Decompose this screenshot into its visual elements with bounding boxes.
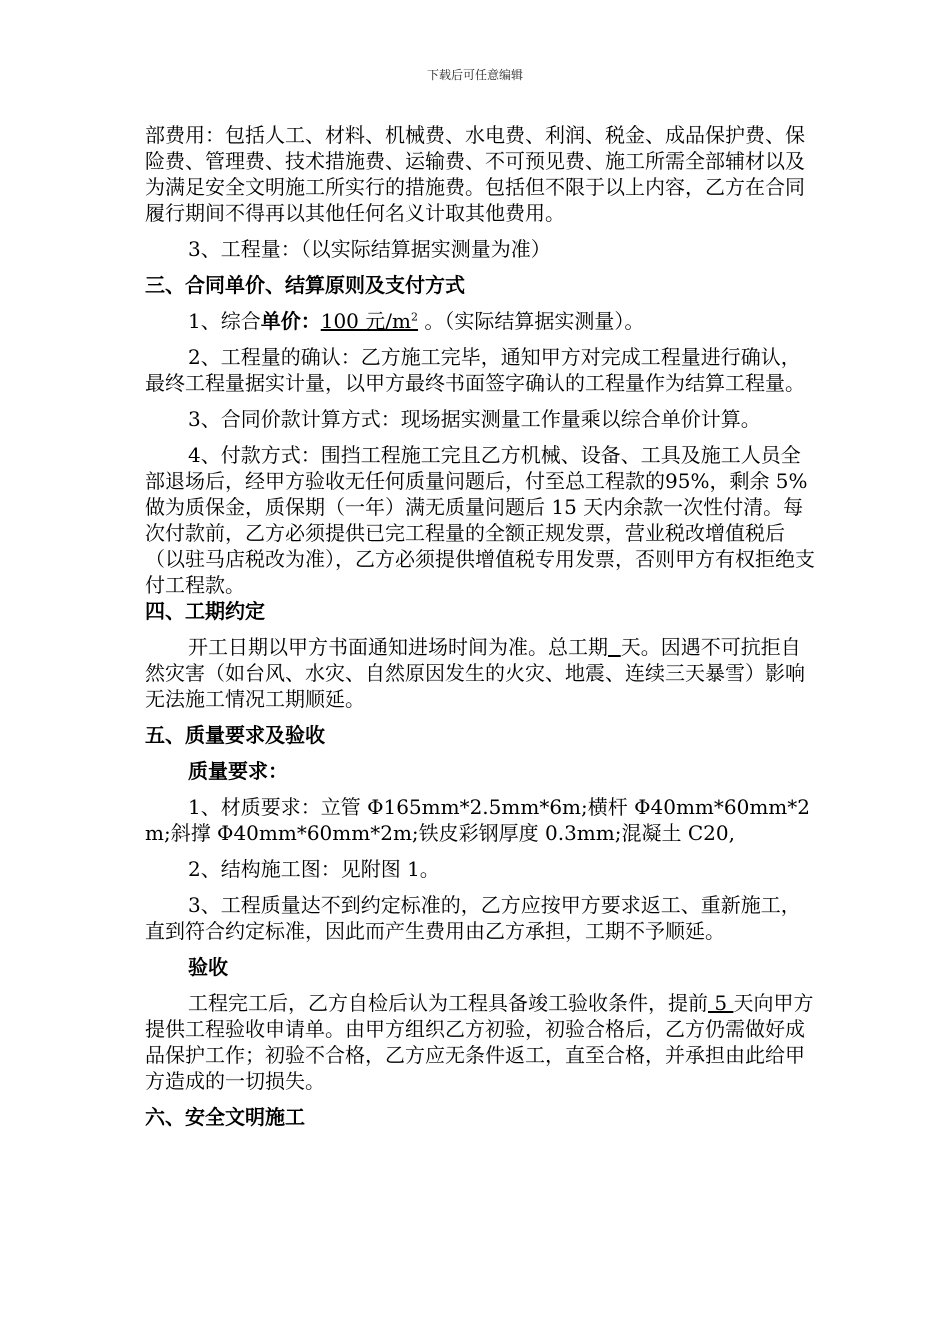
unit-price-note: 。（实际结算据实测量）。 xyxy=(417,309,645,333)
unit-price-value xyxy=(321,309,418,333)
unit-price-label: 单价 xyxy=(260,309,301,333)
section-heading-5: 五、质量要求及验收 xyxy=(145,723,325,747)
subheading-acceptance: 验收 xyxy=(188,955,228,979)
paragraph-fees: 部费用：包括人工、材料、机械费、水电费、利润、税金、成品保护费、保险费、管理费、技术措施费、运输费、不可预见费、施工所需全部辅材以及为满足安全文明施工所实行的措施费。包括但不限于以上内容，乙方在合同履行期间不得再以其他任何名义计取其他费用。 xyxy=(145,123,805,225)
acceptance-text-b: 天向甲方提供工程验收申请单。由甲方组织乙方初验，初验合格后，乙方仍需做好成品保护工作；初验不合格，乙方应无条件返工，直至合格，并承担由此给甲方造成的一切损失。 xyxy=(145,991,814,1093)
acceptance-days: 5 xyxy=(708,991,734,1015)
paragraph-payment: 4、付款方式：围挡工程施工完且乙方机械、设备、工具及施工人员全部退场后，经甲方验收无任何质量问题后，付至总工程款的95%，剩余 5%做为质保金，质保期（一年）满无质量问题后 15 天内余款一次性付清。每次付款前，乙方必须提供已完工程量的全额正规发票，营业税改增值税后（以驻马店税改为准），乙方必须提供增值税专用发票，否则甲方有权拒绝支付工程款。 xyxy=(145,443,815,597)
unit-price-colon: ： xyxy=(300,309,321,333)
schedule-text-b: 天。因遇不可抗拒自然灾害（如台风、水灾、自然原因发生的火灾、地震、连续三天暴雪）影响无法施工情况工期顺延。 xyxy=(145,635,805,711)
paragraph-acceptance xyxy=(145,990,817,1094)
section-heading-3: 三、合同单价、结算原则及支付方式 xyxy=(145,273,465,297)
paragraph-schedule xyxy=(145,634,817,712)
paragraph-price-calc: 3、合同价款计算方式：现场据实测量工作量乘以综合单价计算。 xyxy=(188,407,761,431)
subheading-quality: 质量要求： xyxy=(188,759,288,783)
paragraph-rework: 3、工程质量达不到约定标准的，乙方应按甲方要求返工、重新施工，直到符合约定标准，因此而产生费用由乙方承担，工期不予顺延。 xyxy=(145,893,801,943)
document-body xyxy=(145,122,817,1140)
page-header: 下载后可任意编辑 xyxy=(426,68,523,82)
unit-price-amount: 100 元/m xyxy=(320,309,411,333)
paragraph-quantity: 3、工程量：（以实际结算据实测量为准） xyxy=(188,237,551,261)
acceptance-text-a: 工程完工后，乙方自检后认为工程具备竣工验收条件，提前 xyxy=(188,991,708,1015)
unit-price-prefix: 1、综合 xyxy=(188,309,261,333)
paragraph-quantity-confirm: 2、工程量的确认：乙方施工完毕，通知甲方对完成工程量进行确认，最终工程量据实计量，以甲方最终书面签字确认的工程量作为结算工程量。 xyxy=(145,345,805,395)
schedule-blank xyxy=(608,635,621,659)
section-heading-6: 六、安全文明施工 xyxy=(145,1105,305,1129)
unit-price-superscript: 2 xyxy=(410,310,418,324)
section-heading-4: 四、工期约定 xyxy=(145,599,265,623)
schedule-text-a: 开工日期以甲方书面通知进场时间为准。总工期 xyxy=(188,635,608,659)
paragraph-unit-price xyxy=(145,308,817,334)
paragraph-materials: 1、材质要求：立管 Φ165mm*2.5mm*6m;横杆 Φ40mm*60mm*2m;斜撑 Φ40mm*60mm*2m;铁皮彩钢厚度 0.3mm;混凝土 C20, xyxy=(145,795,810,845)
paragraph-drawing: 2、结构施工图：见附图 1。 xyxy=(188,857,440,881)
